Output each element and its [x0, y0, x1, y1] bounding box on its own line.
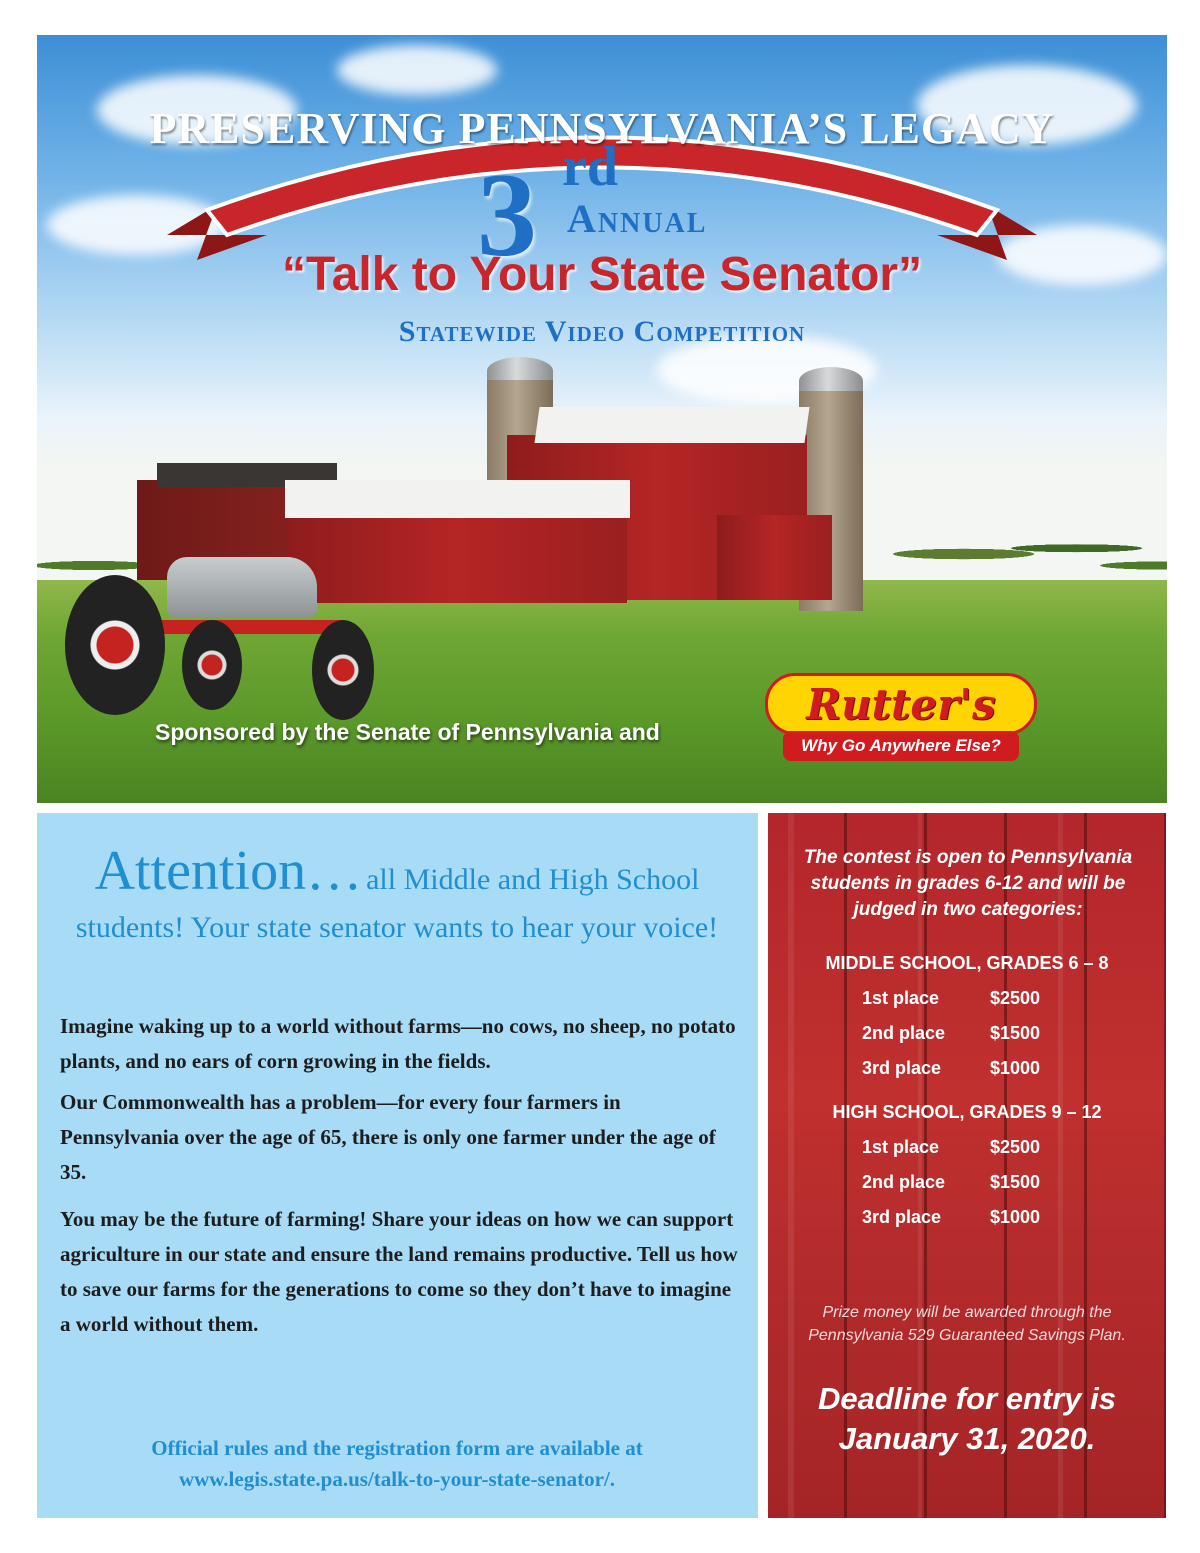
prize-note: Prize money will be awarded through the Pennsylvania 529 Guaranteed Savings Plan. — [808, 1304, 1126, 1344]
tractor-hood — [167, 557, 317, 617]
contest-intro: The contest is open to Pennsylvania students in grades 6-12 and will be judged in two categories: — [803, 847, 1133, 920]
tractor-frame — [142, 620, 342, 634]
body-text — [60, 1009, 740, 1348]
prize-amount: $1500 — [990, 1172, 1041, 1192]
prize-place: 3rd place — [862, 1058, 942, 1078]
edition-number: 3 — [477, 148, 537, 281]
body-paragraph: You may be the future of farming! Share your ideas on how we can support agriculture in our state and ensure the land remains productive. Tell us how to save our farms for the generations to come so they don’t have to imagine a world without them. — [60, 1207, 738, 1336]
prize-amount: $2500 — [990, 988, 1041, 1008]
competition-subtitle: Statewide Video Competition — [398, 315, 806, 348]
attention-rest: all Middle and High School students! Your state senator wants to hear your voice! — [75, 863, 719, 944]
prize-place: 3rd place — [862, 1207, 942, 1227]
rules-link[interactable]: www.legis.state.pa.us/talk-to-your-state-senator/. — [178, 1467, 616, 1491]
rutters-logo — [765, 673, 1037, 773]
info-panel — [37, 813, 758, 1518]
prize-place: 2nd place — [862, 1023, 946, 1043]
deadline: Deadline for entry is January 31, 2020. — [817, 1381, 1117, 1456]
body-paragraph: Our Commonwealth has a problem—for every four farmers in Pennsylvania over the age of 65, there is only one farmer under the age of 35. — [60, 1090, 716, 1184]
prize-place: 1st place — [862, 1137, 940, 1157]
long-barn-roof — [285, 480, 630, 518]
main-barn-roof — [534, 407, 809, 443]
competition-title: “Talk to Your State Senator” — [281, 248, 923, 301]
attention-heading — [57, 835, 737, 947]
edition-word: Annual — [567, 196, 708, 241]
long-barn — [287, 513, 627, 603]
prize-panel — [768, 813, 1166, 1518]
prize-place: 2nd place — [862, 1172, 946, 1192]
edition-suffix: rd — [562, 136, 618, 198]
sponsor-text: Sponsored by the Senate of Pennsylvania and — [155, 719, 660, 745]
prize-place: 1st place — [862, 988, 940, 1008]
category-heading: MIDDLE SCHOOL, GRADES 6 – 8 — [825, 953, 1109, 973]
rutters-logo-name: Rutter's — [765, 673, 1037, 735]
tractor-front-wheel-left — [182, 620, 242, 710]
prize-amount: $1500 — [990, 1023, 1041, 1043]
rules-line: Official rules and the registration form are available at — [151, 1436, 643, 1460]
tractor-front-wheel-right — [312, 620, 374, 720]
category-heading: HIGH SCHOOL, GRADES 9 – 12 — [832, 1102, 1102, 1122]
hero-banner — [37, 35, 1167, 803]
attention-lead: Attention… — [94, 840, 363, 902]
banner-heading: PRESERVING PENNSYLVANIA’S LEGACY — [149, 104, 1055, 153]
prize-amount: $1000 — [990, 1207, 1041, 1227]
rules-note — [47, 1433, 747, 1495]
prize-amount: $2500 — [990, 1137, 1041, 1157]
rutters-logo-tagline: Why Go Anywhere Else? — [783, 731, 1019, 761]
prize-amount: $1000 — [990, 1058, 1041, 1078]
body-paragraph: Imagine waking up to a world without farms—no cows, no sheep, no potato plants, and no ears of corn growing in the fields. — [60, 1014, 736, 1073]
tractor-rear-wheel — [65, 575, 165, 715]
side-barn — [717, 515, 832, 600]
